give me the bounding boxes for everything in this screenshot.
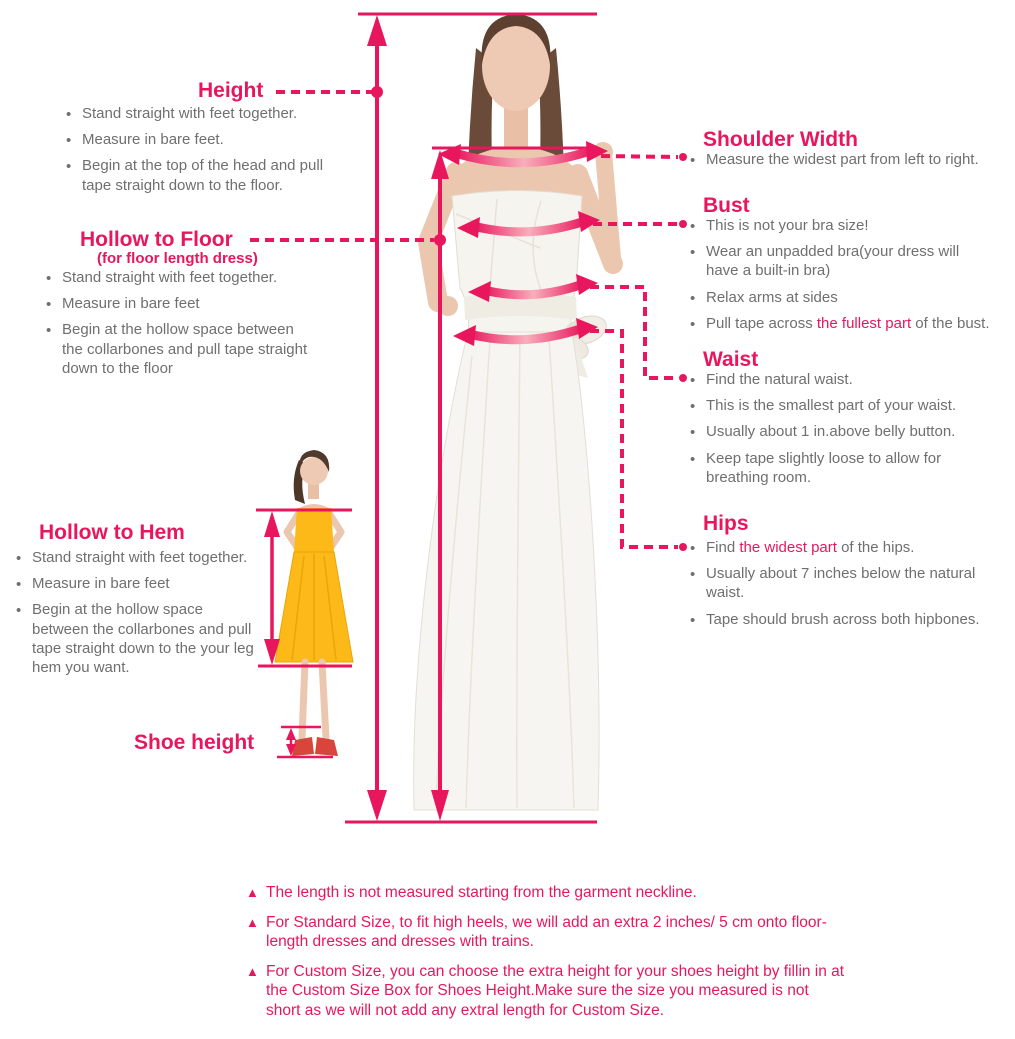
warning-triangle-icon: ▲ bbox=[246, 885, 259, 900]
list-item: • Relax arms at sides bbox=[690, 288, 991, 307]
shoulder-width-title: Shoulder Width bbox=[703, 128, 858, 151]
main-model-figure bbox=[414, 14, 613, 810]
list-item: • Stand straight with feet together. bbox=[66, 104, 334, 123]
hips-bullet-list bbox=[690, 538, 1012, 636]
shoulder-width-bullet-list bbox=[690, 150, 1012, 176]
shoe-height-title: Shoe height bbox=[134, 731, 255, 754]
warning-triangle-icon: ▲ bbox=[246, 914, 259, 930]
list-item: • This is the smallest part of your waist. bbox=[690, 396, 1006, 415]
list-item: • Measure in bare feet. bbox=[66, 130, 334, 149]
waist-connector-dashed bbox=[590, 287, 687, 382]
list-item: • Measure in bare feet bbox=[16, 574, 260, 593]
list-item: • Usually about 7 inches below the natural waist. bbox=[690, 564, 994, 602]
list-item: • Begin at the top of the head and pull tape straight down to the floor. bbox=[66, 156, 334, 194]
hollow-to-hem-bullet-list bbox=[16, 548, 266, 684]
bust-title: Bust bbox=[703, 194, 750, 217]
hollow-to-hem-measure-line bbox=[264, 511, 280, 665]
notes-section bbox=[246, 883, 886, 1030]
hollow-to-floor-bullet-list bbox=[46, 268, 346, 385]
note-text: The length is not measured starting from the garment neckline. bbox=[266, 884, 697, 901]
list-item: • Pull tape across the fullest part of the bust. bbox=[690, 314, 1012, 333]
list-item: • Stand straight with feet together. bbox=[46, 268, 314, 287]
note-item bbox=[246, 962, 846, 1021]
hollow-to-floor-connector-dashed bbox=[250, 234, 446, 246]
height-bullet-list bbox=[66, 104, 366, 202]
list-item: • Begin at the hollow space between the collarbones and pull tape straight down to the floor bbox=[46, 320, 314, 378]
hollow-to-floor-subtitle: (for floor length dress) bbox=[97, 250, 258, 267]
highlighted-phrase: the widest part bbox=[739, 539, 837, 556]
shoulder-connector-dashed bbox=[601, 153, 687, 161]
list-item: • Stand straight with feet together. bbox=[16, 548, 260, 567]
list-item: • Measure the widest part from left to right. bbox=[690, 150, 1012, 169]
height-connector-dashed bbox=[276, 86, 383, 98]
highlighted-phrase: the fullest part bbox=[816, 314, 912, 332]
small-model-figure bbox=[275, 450, 353, 756]
hips-title: Hips bbox=[703, 512, 749, 535]
list-item: • Find the natural waist. bbox=[690, 370, 1006, 389]
list-item: • Wear an unpadded bra(your dress will have a built-in bra) bbox=[690, 242, 991, 280]
note-text: For Custom Size, you can choose the extra height for your shoes height by fillin in at the Custom Size Box for Shoes Height.Make sure the size you measured is not short as we will not add any extral length for Custom Size. bbox=[266, 962, 845, 1019]
list-item: • Keep tape slightly loose to allow for breathing room. bbox=[690, 449, 968, 487]
note-text: For Standard Size, to fit high heels, we will add an extra 2 inches/ 5 cm onto floor-length dresses and dresses with trains. bbox=[266, 913, 827, 951]
height-measure-line bbox=[367, 15, 387, 821]
list-item: • Measure in bare feet bbox=[46, 294, 314, 313]
hollow-to-hem-title: Hollow to Hem bbox=[39, 521, 185, 544]
list-item: • This is not your bra size! bbox=[690, 216, 991, 235]
note-item bbox=[246, 913, 846, 952]
note-item bbox=[246, 883, 846, 903]
list-item: • Usually about 1 in.above belly button. bbox=[690, 422, 1006, 441]
warning-triangle-icon: ▲ bbox=[246, 963, 259, 979]
bust-bullet-list bbox=[690, 216, 1012, 340]
hollow-to-floor-title: Hollow to Floor bbox=[80, 228, 233, 251]
list-item: • Find the widest part of the hips. bbox=[690, 538, 1012, 557]
waist-title: Waist bbox=[703, 348, 759, 371]
waist-bullet-list bbox=[690, 370, 1012, 494]
height-title: Height bbox=[198, 79, 264, 102]
hips-connector-dashed bbox=[590, 331, 687, 551]
list-item: • Tape should brush across both hipbones. bbox=[690, 610, 1012, 629]
list-item: • Begin at the hollow space between the collarbones and pull tape straight down to the your leg hem you want. bbox=[16, 600, 260, 677]
